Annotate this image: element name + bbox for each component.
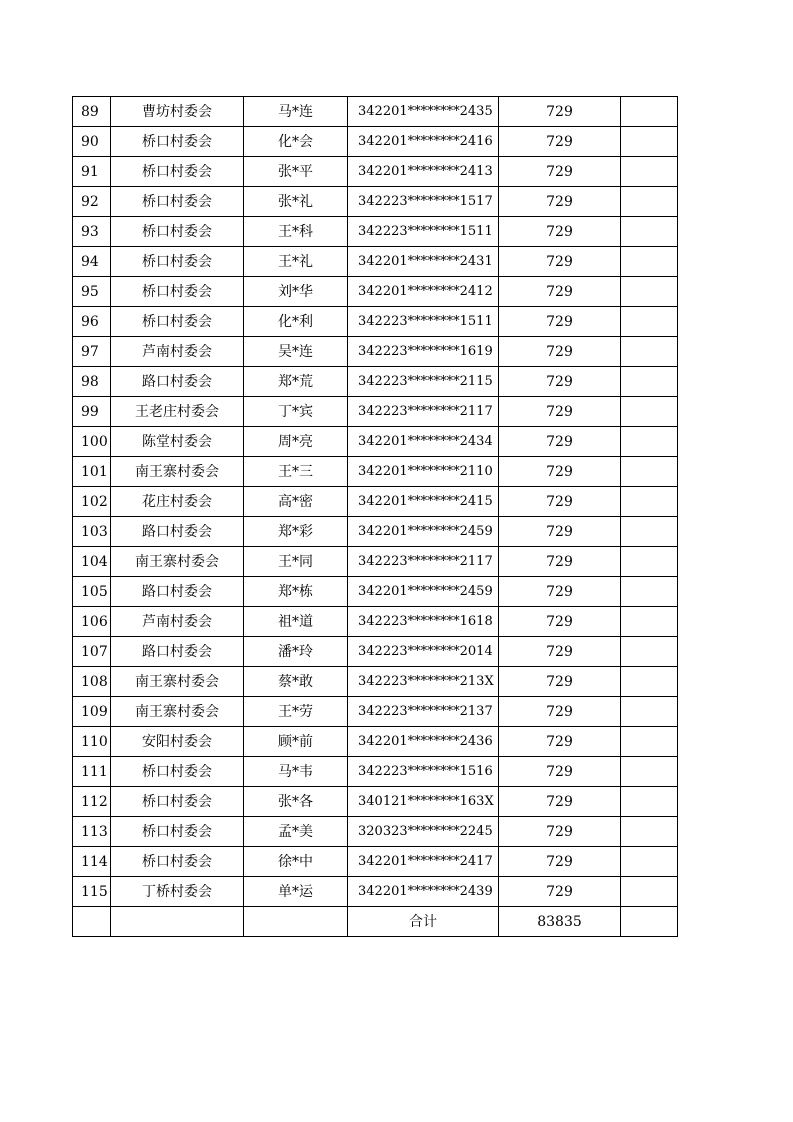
amount-cell: 729	[499, 487, 621, 517]
table-row	[73, 427, 678, 457]
village-name-cell: 芦南村委会	[111, 607, 244, 637]
amount-cell: 729	[499, 517, 621, 547]
amount-cell: 729	[499, 427, 621, 457]
note-cell	[621, 757, 678, 787]
total-row-name-cell	[244, 907, 348, 937]
id-number-cell: 342223********213X	[348, 667, 499, 697]
id-number-cell: 342201********2435	[348, 97, 499, 127]
id-number-cell: 340121********163X	[348, 787, 499, 817]
table-row	[73, 637, 678, 667]
table-row	[73, 517, 678, 547]
id-number-cell: 342201********2415	[348, 487, 499, 517]
amount-cell: 729	[499, 877, 621, 907]
id-number-cell: 342223********2137	[348, 697, 499, 727]
row-number-cell: 115	[73, 877, 111, 907]
id-number-cell: 342223********1618	[348, 607, 499, 637]
note-cell	[621, 307, 678, 337]
id-number-cell: 320323********2245	[348, 817, 499, 847]
row-number-cell: 110	[73, 727, 111, 757]
table-row	[73, 187, 678, 217]
person-name-cell: 郑*栋	[244, 577, 348, 607]
person-name-cell: 刘*华	[244, 277, 348, 307]
id-number-cell: 342223********2115	[348, 367, 499, 397]
amount-cell: 729	[499, 97, 621, 127]
village-name-cell: 丁桥村委会	[111, 877, 244, 907]
note-cell	[621, 607, 678, 637]
person-name-cell: 王*三	[244, 457, 348, 487]
amount-cell: 729	[499, 847, 621, 877]
person-name-cell: 丁*宾	[244, 397, 348, 427]
note-cell	[621, 337, 678, 367]
amount-cell: 729	[499, 157, 621, 187]
row-number-cell: 96	[73, 307, 111, 337]
row-number-cell: 105	[73, 577, 111, 607]
village-name-cell: 南王寨村委会	[111, 547, 244, 577]
id-number-cell: 342223********2117	[348, 547, 499, 577]
row-number-cell: 91	[73, 157, 111, 187]
amount-cell: 729	[499, 607, 621, 637]
row-number-cell: 102	[73, 487, 111, 517]
person-name-cell: 周*亮	[244, 427, 348, 457]
village-name-cell: 南王寨村委会	[111, 457, 244, 487]
amount-cell: 729	[499, 277, 621, 307]
amount-cell: 729	[499, 127, 621, 157]
village-name-cell: 桥口村委会	[111, 277, 244, 307]
row-number-cell: 100	[73, 427, 111, 457]
total-amount: 83835	[499, 907, 621, 937]
note-cell	[621, 187, 678, 217]
village-name-cell: 桥口村委会	[111, 757, 244, 787]
amount-cell: 729	[499, 337, 621, 367]
person-name-cell: 王*科	[244, 217, 348, 247]
person-name-cell: 张*平	[244, 157, 348, 187]
table-row	[73, 277, 678, 307]
total-row	[73, 907, 678, 937]
note-cell	[621, 277, 678, 307]
person-name-cell: 蔡*敢	[244, 667, 348, 697]
table-row	[73, 577, 678, 607]
total-row-village-cell	[111, 907, 244, 937]
note-cell	[621, 217, 678, 247]
table-row	[73, 547, 678, 577]
person-name-cell: 徐*中	[244, 847, 348, 877]
person-name-cell: 祖*道	[244, 607, 348, 637]
person-name-cell: 王*礼	[244, 247, 348, 277]
row-number-cell: 114	[73, 847, 111, 877]
note-cell	[621, 427, 678, 457]
roster-rows	[73, 97, 678, 907]
person-name-cell: 马*连	[244, 97, 348, 127]
village-name-cell: 曹坊村委会	[111, 97, 244, 127]
id-number-cell: 342201********2436	[348, 727, 499, 757]
table-row	[73, 607, 678, 637]
village-name-cell: 路口村委会	[111, 367, 244, 397]
village-name-cell: 花庄村委会	[111, 487, 244, 517]
amount-cell: 729	[499, 247, 621, 277]
row-number-cell: 111	[73, 757, 111, 787]
table-row	[73, 157, 678, 187]
person-name-cell: 化*会	[244, 127, 348, 157]
table-row	[73, 217, 678, 247]
amount-cell: 729	[499, 667, 621, 697]
table-row	[73, 487, 678, 517]
amount-cell: 729	[499, 757, 621, 787]
note-cell	[621, 487, 678, 517]
row-number-cell: 98	[73, 367, 111, 397]
row-number-cell: 113	[73, 817, 111, 847]
id-number-cell: 342223********2014	[348, 637, 499, 667]
total-row-note-cell	[621, 907, 678, 937]
amount-cell: 729	[499, 187, 621, 217]
row-number-cell: 106	[73, 607, 111, 637]
id-number-cell: 342201********2439	[348, 877, 499, 907]
row-number-cell: 93	[73, 217, 111, 247]
row-number-cell: 112	[73, 787, 111, 817]
note-cell	[621, 847, 678, 877]
payment-roster-table	[72, 96, 678, 937]
table-row	[73, 127, 678, 157]
village-name-cell: 路口村委会	[111, 517, 244, 547]
row-number-cell: 107	[73, 637, 111, 667]
person-name-cell: 王*同	[244, 547, 348, 577]
amount-cell: 729	[499, 397, 621, 427]
village-name-cell: 桥口村委会	[111, 217, 244, 247]
table-row	[73, 457, 678, 487]
amount-cell: 729	[499, 577, 621, 607]
table-row	[73, 367, 678, 397]
id-number-cell: 342201********2434	[348, 427, 499, 457]
note-cell	[621, 97, 678, 127]
person-name-cell: 潘*玲	[244, 637, 348, 667]
note-cell	[621, 697, 678, 727]
total-label: 合计	[348, 907, 499, 937]
person-name-cell: 郑*彩	[244, 517, 348, 547]
table-row	[73, 697, 678, 727]
village-name-cell: 桥口村委会	[111, 187, 244, 217]
table-row	[73, 877, 678, 907]
table-row	[73, 397, 678, 427]
id-number-cell: 342223********1619	[348, 337, 499, 367]
row-number-cell: 92	[73, 187, 111, 217]
village-name-cell: 桥口村委会	[111, 247, 244, 277]
village-name-cell: 陈堂村委会	[111, 427, 244, 457]
person-name-cell: 单*运	[244, 877, 348, 907]
note-cell	[621, 637, 678, 667]
row-number-cell: 95	[73, 277, 111, 307]
row-number-cell: 103	[73, 517, 111, 547]
person-name-cell: 张*各	[244, 787, 348, 817]
note-cell	[621, 877, 678, 907]
id-number-cell: 342223********1511	[348, 217, 499, 247]
person-name-cell: 马*韦	[244, 757, 348, 787]
note-cell	[621, 547, 678, 577]
id-number-cell: 342223********1517	[348, 187, 499, 217]
id-number-cell: 342201********2416	[348, 127, 499, 157]
amount-cell: 729	[499, 697, 621, 727]
row-number-cell: 94	[73, 247, 111, 277]
village-name-cell: 王老庄村委会	[111, 397, 244, 427]
table-row	[73, 847, 678, 877]
id-number-cell: 342201********2413	[348, 157, 499, 187]
note-cell	[621, 667, 678, 697]
table-row	[73, 757, 678, 787]
row-number-cell: 90	[73, 127, 111, 157]
note-cell	[621, 367, 678, 397]
amount-cell: 729	[499, 787, 621, 817]
note-cell	[621, 247, 678, 277]
table-row	[73, 337, 678, 367]
person-name-cell: 高*密	[244, 487, 348, 517]
village-name-cell: 南王寨村委会	[111, 697, 244, 727]
note-cell	[621, 127, 678, 157]
id-number-cell: 342223********1516	[348, 757, 499, 787]
note-cell	[621, 517, 678, 547]
id-number-cell: 342201********2459	[348, 577, 499, 607]
id-number-cell: 342201********2459	[348, 517, 499, 547]
amount-cell: 729	[499, 727, 621, 757]
amount-cell: 729	[499, 817, 621, 847]
note-cell	[621, 727, 678, 757]
id-number-cell: 342201********2412	[348, 277, 499, 307]
village-name-cell: 路口村委会	[111, 577, 244, 607]
village-name-cell: 安阳村委会	[111, 727, 244, 757]
table-row	[73, 787, 678, 817]
row-number-cell: 89	[73, 97, 111, 127]
table-row	[73, 727, 678, 757]
amount-cell: 729	[499, 307, 621, 337]
village-name-cell: 芦南村委会	[111, 337, 244, 367]
table-row	[73, 247, 678, 277]
row-number-cell: 97	[73, 337, 111, 367]
id-number-cell: 342201********2417	[348, 847, 499, 877]
village-name-cell: 桥口村委会	[111, 157, 244, 187]
table-row	[73, 817, 678, 847]
village-name-cell: 桥口村委会	[111, 847, 244, 877]
note-cell	[621, 157, 678, 187]
row-number-cell: 104	[73, 547, 111, 577]
row-number-cell: 109	[73, 697, 111, 727]
table-row	[73, 667, 678, 697]
id-number-cell: 342223********1511	[348, 307, 499, 337]
total-row-no-cell	[73, 907, 111, 937]
note-cell	[621, 457, 678, 487]
village-name-cell: 南王寨村委会	[111, 667, 244, 697]
id-number-cell: 342201********2110	[348, 457, 499, 487]
id-number-cell: 342201********2431	[348, 247, 499, 277]
person-name-cell: 王*劳	[244, 697, 348, 727]
row-number-cell: 99	[73, 397, 111, 427]
amount-cell: 729	[499, 367, 621, 397]
amount-cell: 729	[499, 217, 621, 247]
person-name-cell: 吴*连	[244, 337, 348, 367]
person-name-cell: 顾*前	[244, 727, 348, 757]
village-name-cell: 桥口村委会	[111, 307, 244, 337]
person-name-cell: 张*礼	[244, 187, 348, 217]
note-cell	[621, 787, 678, 817]
note-cell	[621, 577, 678, 607]
row-number-cell: 108	[73, 667, 111, 697]
amount-cell: 729	[499, 457, 621, 487]
row-number-cell: 101	[73, 457, 111, 487]
person-name-cell: 郑*荒	[244, 367, 348, 397]
table-row	[73, 97, 678, 127]
note-cell	[621, 397, 678, 427]
village-name-cell: 桥口村委会	[111, 817, 244, 847]
person-name-cell: 化*利	[244, 307, 348, 337]
note-cell	[621, 817, 678, 847]
table-row	[73, 307, 678, 337]
id-number-cell: 342223********2117	[348, 397, 499, 427]
village-name-cell: 桥口村委会	[111, 127, 244, 157]
village-name-cell: 路口村委会	[111, 637, 244, 667]
amount-cell: 729	[499, 637, 621, 667]
amount-cell: 729	[499, 547, 621, 577]
person-name-cell: 孟*美	[244, 817, 348, 847]
village-name-cell: 桥口村委会	[111, 787, 244, 817]
